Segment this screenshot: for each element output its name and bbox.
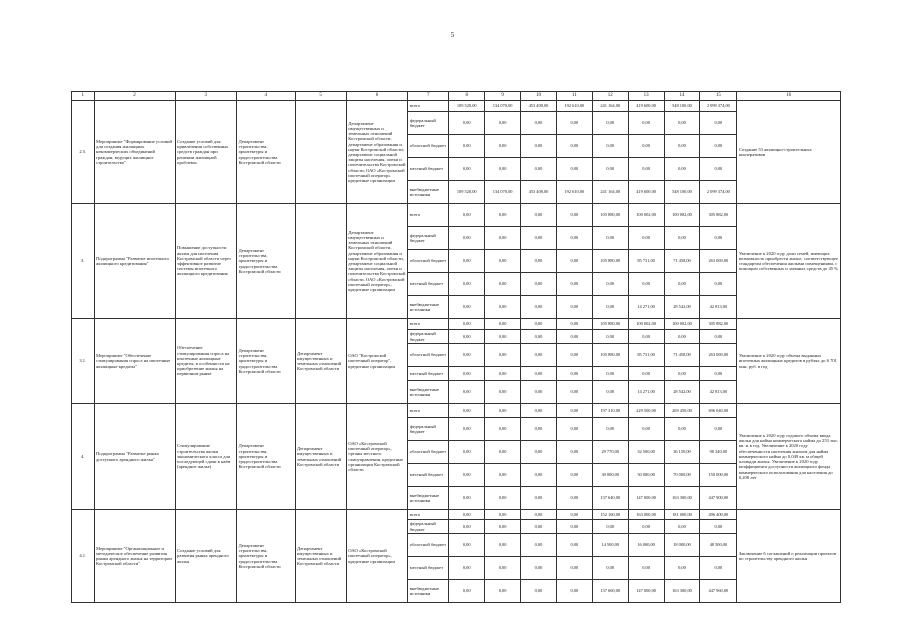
amount-cell: 48 500,00: [700, 534, 737, 557]
funding-source: областной бюджет: [408, 344, 449, 367]
amount-cell: 305 882,00: [700, 319, 737, 330]
amount-cell: 0,00: [449, 112, 485, 135]
header-cell: 9: [485, 92, 521, 101]
amount-cell: 0,00: [521, 367, 557, 381]
amount-cell: 0,00: [449, 404, 485, 418]
amount-cell: 0,00: [556, 381, 592, 404]
amount-cell: 192 610,00: [556, 101, 592, 112]
amount-cell: 496 400,00: [700, 510, 737, 520]
amount-cell: 85 731,00: [628, 344, 664, 367]
amount-cell: 0,00: [556, 441, 592, 464]
amount-cell: 0,00: [521, 381, 557, 404]
funding-source: федеральный бюджет: [408, 520, 449, 534]
amount-cell: 16 000,00: [628, 534, 664, 557]
amount-cell: 0,00: [556, 112, 592, 135]
amount-cell: 241 164,00: [592, 181, 628, 204]
amount-cell: 548 100,00: [664, 181, 700, 204]
amount-cell: 71 458,00: [664, 344, 700, 367]
amount-cell: 548 100,00: [664, 101, 700, 112]
amount-cell: 163 000,00: [628, 510, 664, 520]
amount-cell: 0,00: [449, 381, 485, 404]
amount-cell: 0,00: [485, 441, 521, 464]
amount-cell: 0,00: [556, 580, 592, 603]
amount-cell: 0,00: [521, 250, 557, 273]
item-goal: Обеспечение стимулирования спроса на ипотечные жилищные кредиты, в особенности на приобретение жилья на первичном рынке: [175, 319, 237, 404]
amount-cell: 42 813,00: [700, 296, 737, 319]
amount-cell: 18 000,00: [664, 534, 700, 557]
amount-cell: 0,00: [521, 464, 557, 487]
amount-cell: 0,00: [664, 367, 700, 381]
amount-cell: 0,00: [449, 580, 485, 603]
amount-cell: 105 880,00: [592, 319, 628, 330]
funding-source: всего: [408, 204, 449, 227]
amount-cell: 696 040,00: [700, 404, 737, 418]
table-row: [72, 319, 841, 330]
amount-cell: 0,00: [556, 204, 592, 227]
amount-cell: 0,00: [592, 227, 628, 250]
amount-cell: 100 002,00: [628, 319, 664, 330]
amount-cell: 0,00: [556, 487, 592, 510]
funding-source: местный бюджет: [408, 158, 449, 181]
amount-cell: 0,00: [485, 464, 521, 487]
amount-cell: 0,00: [664, 135, 700, 158]
amount-cell: 0,00: [485, 381, 521, 404]
page-number: 5: [450, 31, 455, 39]
item-name: Подпрограмма "Развитие ипотечного жилищного кредитования": [94, 204, 175, 319]
amount-cell: 0,00: [521, 296, 557, 319]
amount-cell: 0,00: [592, 381, 628, 404]
amount-cell: 419 600,00: [628, 181, 664, 204]
header-cell: 4: [237, 92, 295, 101]
funding-source: местный бюджет: [408, 367, 449, 381]
header-cell: 3: [175, 92, 237, 101]
amount-cell: 152 160,00: [592, 510, 628, 520]
funding-source: федеральный бюджет: [408, 418, 449, 441]
amount-cell: 0,00: [556, 319, 592, 330]
amount-cell: 109 520,00: [449, 101, 485, 112]
amount-cell: 0,00: [485, 534, 521, 557]
funding-source: внебюджетные источники: [408, 381, 449, 404]
amount-cell: 0,00: [700, 273, 737, 296]
header-cell: 7: [408, 92, 449, 101]
amount-cell: 0,00: [556, 135, 592, 158]
amount-cell: 269 450,00: [664, 404, 700, 418]
amount-cell: 0,00: [592, 330, 628, 344]
amount-cell: 0,00: [449, 557, 485, 580]
amount-cell: 0,00: [700, 367, 737, 381]
amount-cell: 0,00: [556, 250, 592, 273]
amount-cell: 419 600,00: [628, 101, 664, 112]
amount-cell: 0,00: [556, 227, 592, 250]
amount-cell: 0,00: [521, 487, 557, 510]
amount-cell: 105 880,00: [592, 344, 628, 367]
funding-source: областной бюджет: [408, 135, 449, 158]
amount-cell: 36 150,00: [664, 441, 700, 464]
item-indicator: Создание 53 жилищно-строительных кооперативов: [737, 101, 841, 204]
item-indicator: Увеличение к 2020 году объема выданных ипотечных жилищных кредитов в рублях до 6 701 млн. руб. в год: [737, 319, 841, 404]
amount-cell: 0,00: [664, 112, 700, 135]
header-cell: 2: [94, 92, 175, 101]
amount-cell: 0,00: [628, 330, 664, 344]
amount-cell: 109 520,00: [449, 181, 485, 204]
item-indicator: Заключение 6 соглашений о реализации проектов по строительству арендного жилья: [737, 510, 841, 603]
amount-cell: 0,00: [556, 404, 592, 418]
amount-cell: 0,00: [664, 520, 700, 534]
funding-source: местный бюджет: [408, 273, 449, 296]
amount-cell: 30 000,00: [592, 464, 628, 487]
amount-cell: 0,00: [485, 520, 521, 534]
table-row: [72, 510, 841, 520]
amount-cell: 0,00: [485, 112, 521, 135]
amount-cell: 0,00: [592, 296, 628, 319]
item-partners: Департамент имущественных и земельных отношений Костромской области, департамент образования и науки Костромской области, департамент социальной защиты населения, опеки и попечительства Костромской области, ОАО «Костромской ипотечный оператор», кредитные организации: [346, 204, 408, 319]
item-name: Подпрограмма "Развитие рынка доступного арендного жилья": [94, 404, 175, 510]
amount-cell: 85 731,00: [628, 250, 664, 273]
amount-cell: 0,00: [485, 273, 521, 296]
funding-source: всего: [408, 319, 449, 330]
amount-cell: 447 900,00: [700, 487, 737, 510]
item-goal: Стимулирование строительства жилья экономического класса для последующей сдачи в наём (арендное жилье): [175, 404, 237, 510]
amount-cell: 0,00: [449, 418, 485, 441]
amount-cell: 0,00: [485, 227, 521, 250]
header-cell: 13: [628, 92, 664, 101]
amount-cell: 0,00: [664, 273, 700, 296]
amount-cell: 453 408,00: [521, 101, 557, 112]
amount-cell: 0,00: [556, 273, 592, 296]
item-executor: Департамент строительства, архитектуры и градостроительства Костромской области: [237, 404, 295, 510]
amount-cell: 0,00: [664, 330, 700, 344]
item-number: 4.: [72, 404, 95, 510]
item-goal: Создание условий для развития рынка арендного жилья: [175, 510, 237, 603]
amount-cell: 0,00: [485, 344, 521, 367]
amount-cell: 0,00: [556, 557, 592, 580]
amount-cell: 0,00: [592, 158, 628, 181]
amount-cell: 14 500,00: [592, 534, 628, 557]
amount-cell: 0,00: [592, 273, 628, 296]
amount-cell: 2 099 374,00: [700, 181, 737, 204]
header-cell: 12: [592, 92, 628, 101]
amount-cell: 0,00: [592, 520, 628, 534]
item-number: 3.1.: [72, 319, 95, 404]
amount-cell: 0,00: [521, 158, 557, 181]
amount-cell: 147 000,00: [628, 580, 664, 603]
amount-cell: 0,00: [449, 520, 485, 534]
item-name: Мероприятие "Формирование условий для создания жилищных некоммерческих объединений граждан, ведущих жилищное строительство": [94, 101, 175, 204]
amount-cell: 100 002,00: [664, 204, 700, 227]
table-row: [72, 101, 841, 112]
amount-cell: 14 271,00: [628, 296, 664, 319]
amount-cell: 0,00: [521, 404, 557, 418]
item-executor: Департамент строительства, архитектуры и градостроительства Костромской области: [237, 319, 295, 404]
funding-source: федеральный бюджет: [408, 330, 449, 344]
amount-cell: 71 458,00: [664, 250, 700, 273]
amount-cell: 105 880,00: [592, 250, 628, 273]
funding-source: областной бюджет: [408, 441, 449, 464]
amount-cell: 0,00: [485, 330, 521, 344]
amount-cell: 263 069,00: [700, 344, 737, 367]
amount-cell: 0,00: [521, 204, 557, 227]
amount-cell: 0,00: [700, 112, 737, 135]
amount-cell: 263 069,00: [700, 250, 737, 273]
amount-cell: 105 880,00: [592, 204, 628, 227]
amount-cell: 0,00: [449, 273, 485, 296]
funding-source: местный бюджет: [408, 557, 449, 580]
header-cell: 11: [556, 92, 592, 101]
amount-cell: 0,00: [700, 158, 737, 181]
amount-cell: 0,00: [521, 135, 557, 158]
item-number: 2.5.: [72, 101, 95, 204]
amount-cell: 0,00: [700, 227, 737, 250]
amount-cell: 0,00: [592, 367, 628, 381]
amount-cell: 0,00: [628, 367, 664, 381]
amount-cell: 0,00: [556, 464, 592, 487]
amount-cell: 100 002,00: [664, 319, 700, 330]
amount-cell: 134 070,00: [485, 101, 521, 112]
amount-cell: 0,00: [556, 344, 592, 367]
funding-source: областной бюджет: [408, 250, 449, 273]
amount-cell: 0,00: [700, 330, 737, 344]
item-executor: Департамент строительства, архитектуры и градостроительства Костромской области: [237, 204, 295, 319]
amount-cell: 147 000,00: [628, 487, 664, 510]
funding-source: внебюджетные источники: [408, 296, 449, 319]
amount-cell: 28 542,00: [664, 296, 700, 319]
amount-cell: 0,00: [556, 510, 592, 520]
item-partners: ОАО «Костромской ипотечный оператор», органы местного самоуправления, кредитные организации Костромской области: [346, 404, 408, 510]
item-goal: Повышение доступности жилья для населения Костромской области через эффективное развитие системы ипотечного жилищного кредитования: [175, 204, 237, 319]
header-cell: 10: [521, 92, 557, 101]
amount-cell: 42 813,00: [700, 381, 737, 404]
amount-cell: 0,00: [628, 158, 664, 181]
amount-cell: 192 610,00: [556, 181, 592, 204]
item-partners: ОАО «Костромской ипотечный оператор», кредитные организации: [346, 510, 408, 603]
header-cell: 14: [664, 92, 700, 101]
amount-cell: 0,00: [485, 487, 521, 510]
funding-source: федеральный бюджет: [408, 112, 449, 135]
amount-cell: 0,00: [485, 367, 521, 381]
funding-source: местный бюджет: [408, 464, 449, 487]
budget-table: [71, 91, 841, 603]
item-name: Мероприятие "Обеспечение стимулирования спроса на ипотечные жилищные кредиты": [94, 319, 175, 404]
item-coexecutor: [295, 204, 346, 319]
amount-cell: 0,00: [700, 520, 737, 534]
table-row: [72, 204, 841, 227]
funding-source: всего: [408, 404, 449, 418]
amount-cell: 29 770,00: [592, 441, 628, 464]
amount-cell: 0,00: [556, 418, 592, 441]
header-cell: 5: [295, 92, 346, 101]
amount-cell: 32 500,00: [628, 441, 664, 464]
funding-source: областной бюджет: [408, 534, 449, 557]
amount-cell: 0,00: [485, 250, 521, 273]
amount-cell: 0,00: [449, 250, 485, 273]
header-cell: 8: [449, 92, 485, 101]
item-partners: ОАО "Костромской ипотечный оператор", кредитные организации: [346, 319, 408, 404]
amount-cell: 0,00: [449, 510, 485, 520]
amount-cell: 0,00: [628, 557, 664, 580]
amount-cell: 0,00: [521, 319, 557, 330]
item-executor: Департамент строительства, архитектуры и градостроительства Костромской области: [237, 101, 295, 204]
amount-cell: 0,00: [521, 344, 557, 367]
amount-cell: 0,00: [556, 534, 592, 557]
amount-cell: 28 542,00: [664, 381, 700, 404]
item-partners: Департамент имущественных и земельных отношений Костромской области; департамент образования и науки Костромской области; департамент социальной защиты населения, опеки и попечительства Костромской области; ОАО «Костромской ипотечный оператор» кредитные организации: [346, 101, 408, 204]
amount-cell: 0,00: [485, 510, 521, 520]
amount-cell: 163 300,00: [664, 487, 700, 510]
amount-cell: 2 099 374,00: [700, 101, 737, 112]
amount-cell: 0,00: [592, 135, 628, 158]
amount-cell: 0,00: [664, 557, 700, 580]
amount-cell: 0,00: [664, 227, 700, 250]
amount-cell: 0,00: [664, 158, 700, 181]
amount-cell: 50 000,00: [628, 464, 664, 487]
amount-cell: 0,00: [449, 296, 485, 319]
item-indicator: Увеличение к 2020 году доли семей, имеющих возможность приобрести жилье, соответствующее стандартам обеспечения жилыми помещениями, с помощью собственных и заемных средств до 45 %: [737, 204, 841, 319]
amount-cell: 0,00: [556, 330, 592, 344]
amount-cell: 0,00: [485, 135, 521, 158]
table-row: [72, 404, 841, 418]
amount-cell: 0,00: [485, 158, 521, 181]
header-cell: 1: [72, 92, 95, 101]
amount-cell: 453 408,00: [521, 181, 557, 204]
amount-cell: 0,00: [485, 404, 521, 418]
amount-cell: 0,00: [628, 520, 664, 534]
amount-cell: 0,00: [521, 112, 557, 135]
item-indicator: Увеличение к 2020 году годового объема ввода жилья для найма коммерческого найма до 253 тыс. кв. м в год. Увеличение к 2020 году обеспеченности населения жильем для найма коммерческого найма до 0,049 кв. м общей площади жилья. Увеличение к 2020 году коэффициента доступности жилищного фонда коммерческого использования для населения до 0,208 лет: [737, 404, 841, 510]
amount-cell: 0,00: [449, 534, 485, 557]
amount-cell: 0,00: [521, 227, 557, 250]
amount-cell: 134 070,00: [485, 181, 521, 204]
amount-cell: 0,00: [521, 510, 557, 520]
amount-cell: 0,00: [449, 464, 485, 487]
amount-cell: 0,00: [485, 557, 521, 580]
amount-cell: 241 164,00: [592, 101, 628, 112]
amount-cell: 14 271,00: [628, 381, 664, 404]
amount-cell: 150 000,00: [700, 464, 737, 487]
funding-source: внебюджетные источники: [408, 181, 449, 204]
amount-cell: 0,00: [485, 418, 521, 441]
amount-cell: 0,00: [556, 158, 592, 181]
item-executor: Департамент строительства, архитектуры и градостроительства Костромской области: [237, 510, 295, 603]
item-name: Мероприятие "Организационное и методическое обеспечение развития рынка арендного жилья на территории Костромской области": [94, 510, 175, 603]
amount-cell: 0,00: [521, 330, 557, 344]
header-cell: 6: [346, 92, 408, 101]
item-goal: Создание условий для привлечения собственных средств граждан при решении жилищной проблемы: [175, 101, 237, 204]
funding-source: всего: [408, 101, 449, 112]
amount-cell: 0,00: [556, 367, 592, 381]
amount-cell: 0,00: [628, 135, 664, 158]
amount-cell: 0,00: [521, 418, 557, 441]
amount-cell: 0,00: [449, 330, 485, 344]
amount-cell: 0,00: [700, 135, 737, 158]
amount-cell: 0,00: [592, 112, 628, 135]
amount-cell: 0,00: [449, 135, 485, 158]
item-coexecutor: [295, 101, 346, 204]
amount-cell: 100 002,00: [628, 204, 664, 227]
item-coexecutor: Департамент имущественных и земельных отношений Костромской области: [295, 319, 346, 404]
amount-cell: 0,00: [592, 557, 628, 580]
amount-cell: 98 340,00: [700, 441, 737, 464]
amount-cell: 70 000,00: [664, 464, 700, 487]
amount-cell: 0,00: [628, 273, 664, 296]
amount-cell: 0,00: [521, 273, 557, 296]
amount-cell: 0,00: [556, 520, 592, 534]
amount-cell: 305 882,00: [700, 204, 737, 227]
funding-source: федеральный бюджет: [408, 227, 449, 250]
amount-cell: 447 960,00: [700, 580, 737, 603]
amount-cell: 0,00: [521, 534, 557, 557]
amount-cell: 0,00: [521, 557, 557, 580]
item-coexecutor: Департамент имущественных и земельных отношений Костромской области: [295, 510, 346, 603]
item-coexecutor: Департамент имущественных и земельных отношений Костромской области: [295, 404, 346, 510]
amount-cell: 163 300,00: [664, 580, 700, 603]
item-number: 4.1.: [72, 510, 95, 603]
amount-cell: 0,00: [449, 344, 485, 367]
amount-cell: 0,00: [449, 204, 485, 227]
amount-cell: 0,00: [485, 319, 521, 330]
amount-cell: 0,00: [556, 296, 592, 319]
amount-cell: 0,00: [449, 227, 485, 250]
amount-cell: 0,00: [485, 296, 521, 319]
header-cell: 16: [737, 92, 841, 101]
header-cell: 15: [700, 92, 737, 101]
amount-cell: 0,00: [700, 418, 737, 441]
item-number: 3.: [72, 204, 95, 319]
amount-cell: 0,00: [521, 520, 557, 534]
amount-cell: 0,00: [628, 418, 664, 441]
amount-cell: 0,00: [628, 227, 664, 250]
amount-cell: 0,00: [449, 319, 485, 330]
amount-cell: 197 310,00: [592, 404, 628, 418]
amount-cell: 0,00: [449, 367, 485, 381]
amount-cell: 0,00: [521, 441, 557, 464]
amount-cell: 0,00: [485, 580, 521, 603]
amount-cell: 181 000,00: [664, 510, 700, 520]
amount-cell: 0,00: [449, 441, 485, 464]
amount-cell: 0,00: [664, 418, 700, 441]
funding-source: внебюджетные источники: [408, 580, 449, 603]
amount-cell: 0,00: [449, 487, 485, 510]
amount-cell: 137 640,00: [592, 487, 628, 510]
header-row: [72, 92, 841, 101]
funding-source: внебюджетные источники: [408, 487, 449, 510]
amount-cell: 0,00: [628, 112, 664, 135]
amount-cell: 137 660,00: [592, 580, 628, 603]
amount-cell: 229 500,00: [628, 404, 664, 418]
amount-cell: 0,00: [521, 580, 557, 603]
funding-source: всего: [408, 510, 449, 520]
amount-cell: 0,00: [700, 557, 737, 580]
amount-cell: 0,00: [485, 204, 521, 227]
amount-cell: 0,00: [592, 418, 628, 441]
amount-cell: 0,00: [449, 158, 485, 181]
